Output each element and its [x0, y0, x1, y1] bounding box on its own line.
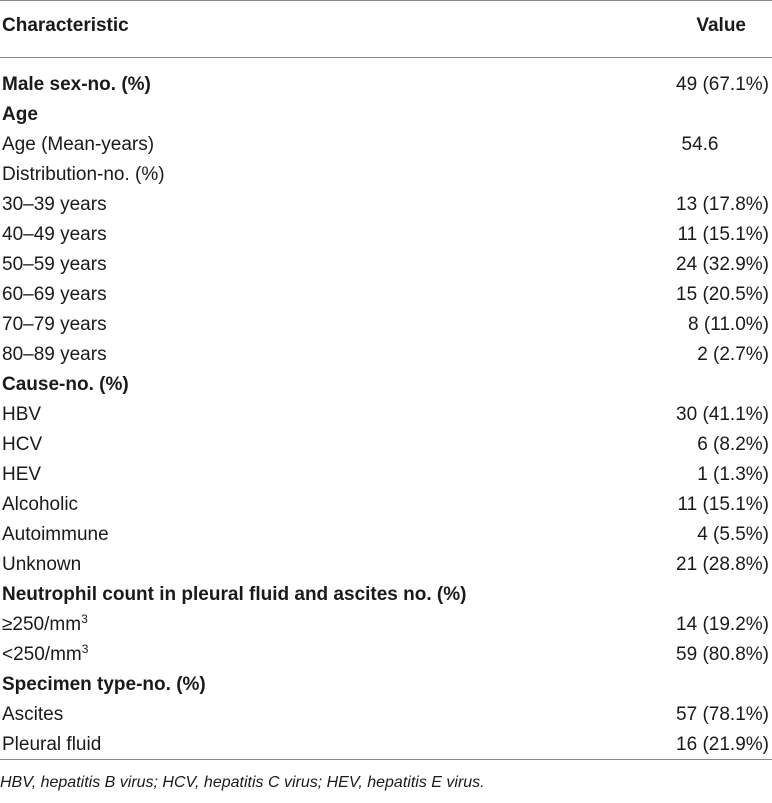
- table-row: [0, 340, 772, 370]
- row-label: [2, 130, 154, 160]
- row-label: [2, 520, 109, 550]
- row-label-text: 40–49 years: [2, 224, 107, 245]
- row-label: [2, 550, 81, 580]
- row-label: [2, 370, 129, 400]
- table-row: [0, 310, 772, 340]
- row-label: [2, 610, 88, 640]
- row-value: 30 (41.1%): [676, 404, 769, 425]
- row-label-text: Age: [2, 104, 38, 125]
- row-label-text: Pleural fluid: [2, 734, 102, 755]
- row-value: 2 (2.7%): [697, 344, 769, 365]
- row-value: 13 (17.8%): [676, 194, 769, 215]
- row-label: [2, 190, 107, 220]
- row-label: [2, 250, 107, 280]
- row-label: [2, 430, 42, 460]
- row-label: [2, 340, 107, 370]
- table-row: [0, 220, 772, 250]
- row-label-superscript: 3: [81, 642, 89, 656]
- table-row: [0, 580, 772, 610]
- table-footnote: HBV, hepatitis B virus; HCV, hepatitis C virus; HEV, hepatitis E virus.: [0, 774, 485, 791]
- row-label: [2, 280, 107, 310]
- table-row: [0, 70, 772, 100]
- table-bottom-rule: [0, 759, 772, 760]
- row-value: 15 (20.5%): [676, 284, 769, 305]
- row-label: [2, 100, 38, 130]
- table-top-rule: [0, 0, 772, 1]
- table-row: [0, 280, 772, 310]
- table-row: [0, 400, 772, 430]
- table-row: [0, 130, 772, 160]
- row-label-text: 50–59 years: [2, 254, 107, 275]
- column-header-value: Value: [696, 15, 746, 36]
- row-value: 4 (5.5%): [697, 524, 769, 545]
- table-row: [0, 550, 772, 580]
- row-value: 1 (1.3%): [697, 464, 769, 485]
- row-label: [2, 160, 165, 190]
- row-label: [2, 490, 78, 520]
- table-row: [0, 160, 772, 190]
- row-label: [2, 220, 107, 250]
- row-value: 24 (32.9%): [676, 254, 769, 275]
- row-label-text: Autoimmune: [2, 524, 109, 545]
- row-value: 14 (19.2%): [676, 614, 769, 635]
- row-label: [2, 730, 101, 760]
- table-row: [0, 460, 772, 490]
- table-row: [0, 610, 772, 640]
- row-label-text: 60–69 years: [2, 284, 107, 305]
- row-value: 21 (28.8%): [676, 554, 769, 575]
- table-row: [0, 670, 772, 700]
- row-value: 6 (8.2%): [697, 434, 769, 455]
- row-label: [2, 310, 107, 340]
- row-label-text: HBV: [2, 404, 42, 425]
- table-row: [0, 520, 772, 550]
- table-row: [0, 190, 772, 220]
- row-label: [2, 460, 41, 490]
- row-label: [2, 700, 63, 730]
- row-label-text: Neutrophil count in pleural fluid and ascites no. (%): [2, 584, 467, 605]
- row-label: [2, 640, 88, 670]
- table-row: [0, 730, 772, 760]
- row-label-text: ≥250/mm: [2, 614, 82, 635]
- row-label-text: Age (Mean-years): [2, 134, 155, 155]
- column-header-characteristic: Characteristic: [2, 15, 129, 36]
- row-label-text: Unknown: [2, 554, 82, 575]
- row-label-text: Alcoholic: [2, 494, 79, 515]
- row-label: [2, 70, 151, 100]
- row-label-text: 80–89 years: [2, 344, 107, 365]
- row-label-text: HEV: [2, 464, 42, 485]
- row-label-text: Male sex-no. (%): [2, 74, 151, 95]
- row-value: 59 (80.8%): [676, 644, 769, 665]
- table-row: [0, 640, 772, 670]
- row-value: 49 (67.1%): [676, 74, 769, 95]
- row-value: 11 (15.1%): [677, 224, 769, 245]
- row-label: [2, 580, 466, 610]
- row-label-text: Distribution-no. (%): [2, 164, 165, 185]
- row-label-superscript: 3: [81, 612, 88, 626]
- row-label: [2, 400, 41, 430]
- table-row: [0, 250, 772, 280]
- row-label-text: Ascites: [2, 704, 64, 725]
- table-row: [0, 370, 772, 400]
- row-value: 57 (78.1%): [676, 704, 769, 725]
- table-header-rule: [0, 57, 772, 58]
- table-row: [0, 430, 772, 460]
- row-value: 54.6: [681, 134, 719, 155]
- table-row: [0, 700, 772, 730]
- row-value: 11 (15.1%): [677, 494, 769, 515]
- row-value: 8 (11.0%): [688, 314, 769, 335]
- table-row: [0, 100, 772, 130]
- row-label: [2, 670, 206, 700]
- row-value: 16 (21.9%): [676, 734, 769, 755]
- row-label-text: 70–79 years: [2, 314, 107, 335]
- row-label-text: 30–39 years: [2, 194, 107, 215]
- row-label-text: <250/mm: [2, 644, 82, 665]
- row-label-text: HCV: [2, 434, 43, 455]
- row-label-text: Specimen type-no. (%): [2, 674, 206, 695]
- row-label-text: Cause-no. (%): [2, 374, 129, 395]
- table-row: [0, 490, 772, 520]
